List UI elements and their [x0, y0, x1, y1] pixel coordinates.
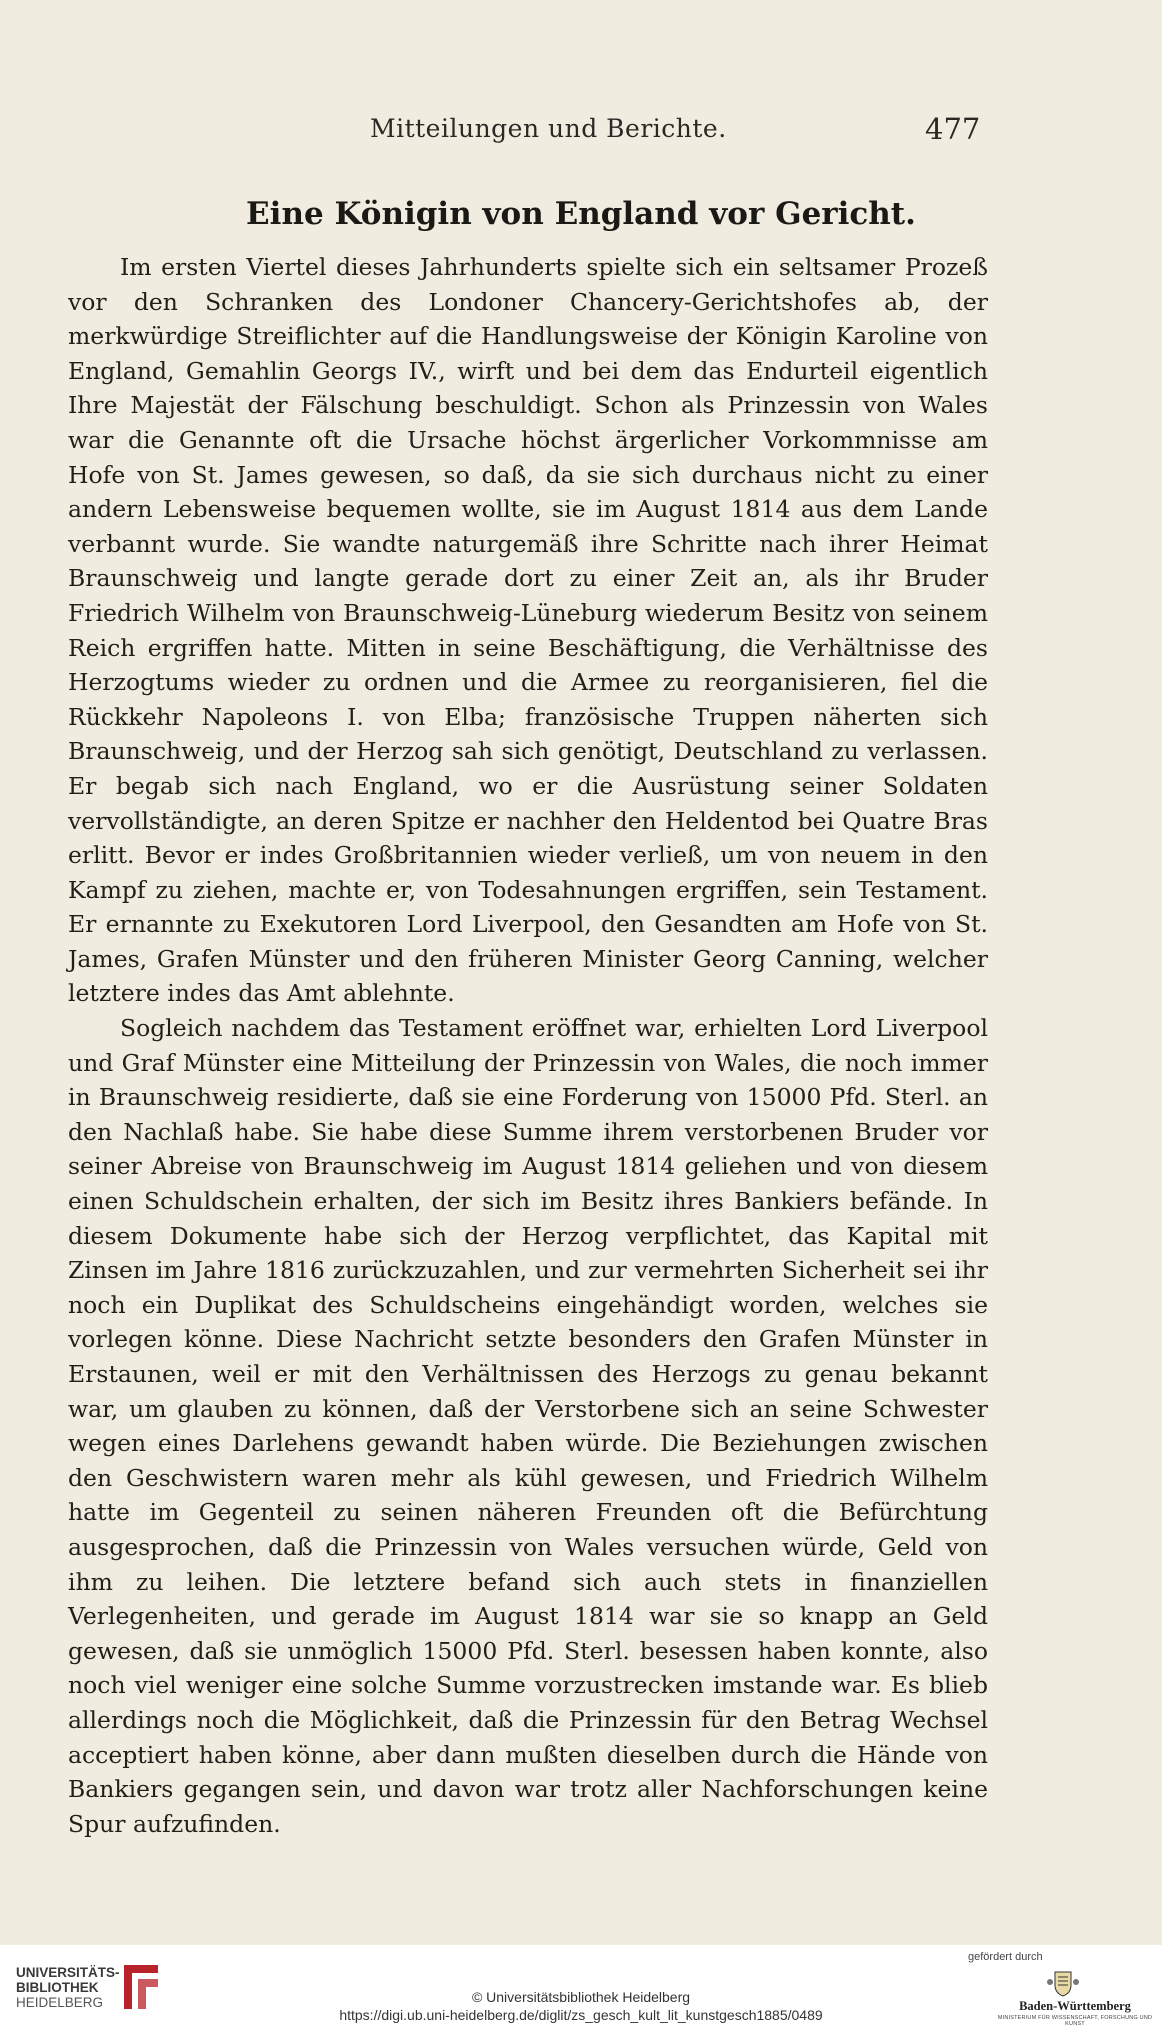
article-body	[68, 250, 988, 1841]
footer-bar	[0, 1945, 1162, 2029]
funder-name: Baden-Württemberg	[1019, 1999, 1131, 2013]
funded-by-label: gefördert durch	[968, 1951, 1043, 1963]
copyright-notice: © Universitätsbibliothek Heidelberg	[471, 1989, 691, 2005]
paragraph-2: Sogleich nachdem das Testament eröffnet war, erhielten Lord Liverpool und Graf Münster eine Mitteilung der Prinzessin von Wales, die noch immer in Braunschweig residierte, daß sie eine Forderung von 15000 Pfd. Sterl. an den Nachlaß habe. Sie habe diese Summe ihrem verstorbenen Bruder vor seiner Abreise von Braunschweig im August 1814 geliehen und von diesem einen Schuldschein erhalten, der sich im Besitz ihres Bankiers befände. In diesem Dokumente habe sich der Herzog verpflichtet, das Kapital mit Zinsen im Jahre 1816 zurückzuzahlen, und zur vermehrten Sicherheit sei ihr noch ein Duplikat des Schuldscheins eingehändigt worden, welches sie vorlegen könne. Diese Nachricht setzte besonders den Grafen Münster in Erstaunen, weil er mit den Verhältnissen des Herzogs zu genau bekannt war, um glauben zu können, daß der Verstorbene sich an seine Schwester wegen eines Darlehens gewandt haben würde. Die Beziehungen zwischen den Geschwistern waren mehr als kühl gewesen, und Friedrich Wilhelm hatte im Gegenteil zu seinen näheren Freunden oft die Befürchtung ausgesprochen, daß die Prinzessin von Wales versuchen würde, Geld von ihm zu leihen. Die letztere befand sich auch stets in finanziellen Verlegenheiten, und gerade im August 1814 war sie so knapp an Geld gewesen, daß sie unmöglich 15000 Pfd. Sterl. besessen haben konnte, also noch viel weniger eine solche Summe vorzustrecken imstande war. Es blieb allerdings noch die Möglichkeit, daß die Prinzessin für den Betrag Wechsel acceptiert haben könne, aber dann mußten dieselben durch die Hände von Bankiers gegangen sein, und davon war trotz aller Nachforschungen keine Spur aufzufinden.	[68, 1014, 988, 1838]
paragraph-1: Im ersten Viertel dieses Jahrhunderts spielte sich ein seltsamer Prozeß vor den Schranken des Londoner Chancery-Gerichtshofes ab, der merkwürdige Streiflichter auf die Handlungsweise der Königin Karoline von England, Gemahlin Georgs IV., wirft und bei dem das Endurteil eigentlich Ihre Majestät der Fälschung beschuldigt. Schon als Prinzessin von Wales war die Genannte oft die Ursache höchst ärgerlicher Vorkommnisse am Hofe von St. James gewesen, so daß, da sie sich durchaus nicht zu einer andern Lebensweise bequemen wollte, sie im August 1814 aus dem Lande verbannt wurde. Sie wandte naturgemäß ihre Schritte nach ihrer Heimat Braunschweig und langte gerade dort zu einer Zeit an, als ihr Bruder Friedrich Wilhelm von Braunschweig-Lüneburg wiederum Besitz von seinem Reich ergriffen hatte. Mitten in seine Beschäftigung, die Verhältnisse des Herzogtums wieder zu ordnen und die Armee zu reorganisieren, fiel die Rückkehr Napoleons I. von Elba; französische Truppen näherten sich Braunschweig, und der Herzog sah sich genötigt, Deutschland zu verlassen. Er begab sich nach England, wo er die Ausrüstung seiner Soldaten vervollständigte, an deren Spitze er nachher den Heldentod bei Quatre Bras erlitt. Bevor er indes Großbritannien wieder verließ, um von neuem in den Kampf zu ziehen, machte er, von Todesahnungen ergriffen, sein Testament. Er ernannte zu Exekutoren Lord Liverpool, den Gesandten am Hofe von St. James, Grafen Münster und den früheren Minister Georg Canning, welcher letztere indes das Amt ablehnte.	[68, 253, 988, 1008]
library-logo-line-2: BIBLIOTHEK	[16, 1980, 99, 1995]
library-logo-line-1: UNIVERSITÄTS-	[16, 1965, 120, 1980]
funder-ministry: MINISTERIUM FÜR WISSENSCHAFT, FORSCHUNG UND KUNST	[997, 2015, 1153, 2027]
running-head: Mitteilungen und Berichte.	[370, 114, 727, 143]
library-logo-line-3: HEIDELBERG	[16, 1995, 104, 2010]
state-crest-icon	[1046, 1969, 1080, 1997]
source-url[interactable]: https://digi.ub.uni-heidelberg.de/diglit/zs_gesch_kult_lit_kunstgesch1885/0489	[339, 2007, 823, 2023]
article-title: Eine Königin von England vor Gericht.	[246, 196, 916, 232]
page-number: 477	[925, 112, 981, 146]
page-header	[0, 108, 1162, 148]
